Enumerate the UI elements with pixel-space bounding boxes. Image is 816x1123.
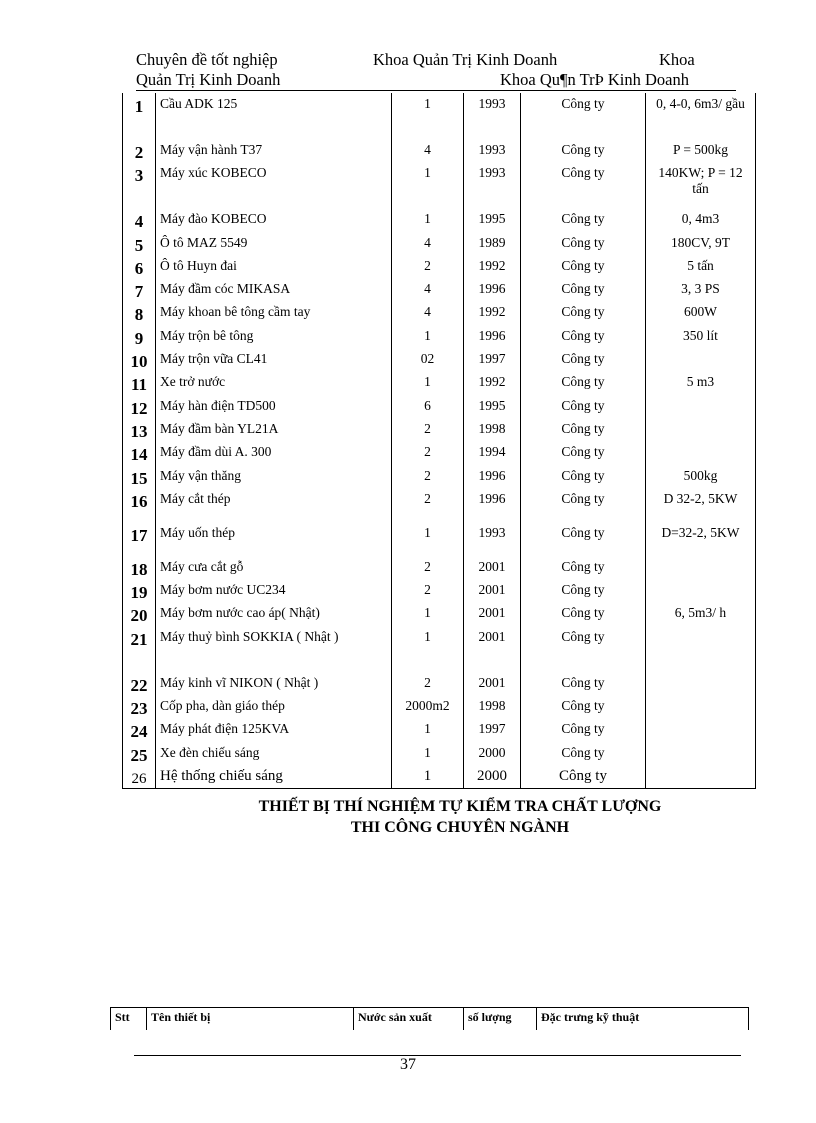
row-spec: 3, 3 PS xyxy=(646,278,756,301)
table-row xyxy=(123,742,756,765)
row-qty: 2 xyxy=(392,579,464,602)
row-year: 1998 xyxy=(464,418,521,441)
row-stt: 15 xyxy=(123,465,156,488)
row-name: Máy cắt thép xyxy=(156,488,392,522)
row-stt: 18 xyxy=(123,556,156,579)
row-name: Máy khoan bê tông cầm tay xyxy=(156,301,392,324)
row-spec: 180CV, 9T xyxy=(646,232,756,255)
table-row xyxy=(123,418,756,441)
row-year: 1996 xyxy=(464,465,521,488)
page-number: 37 xyxy=(400,1056,416,1073)
row-owner: Công ty xyxy=(521,718,646,741)
row-qty: 2 xyxy=(392,441,464,464)
row-stt: 17 xyxy=(123,522,156,556)
table-row xyxy=(123,522,756,556)
row-year: 1996 xyxy=(464,325,521,348)
col-stt: Stt xyxy=(111,1008,147,1031)
row-name: Ô tô MAZ 5549 xyxy=(156,232,392,255)
table-row xyxy=(123,162,756,208)
row-stt: 19 xyxy=(123,579,156,602)
row-year: 1992 xyxy=(464,255,521,278)
row-owner: Công ty xyxy=(521,208,646,231)
row-qty: 2 xyxy=(392,465,464,488)
equipment-table xyxy=(122,93,756,789)
page-header xyxy=(136,50,736,91)
table-row xyxy=(123,556,756,579)
row-spec xyxy=(646,441,756,464)
row-stt: 20 xyxy=(123,602,156,625)
row-qty: 1 xyxy=(392,522,464,556)
row-owner: Công ty xyxy=(521,325,646,348)
row-qty: 2 xyxy=(392,255,464,278)
row-stt: 25 xyxy=(123,742,156,765)
row-spec xyxy=(646,765,756,788)
table-row xyxy=(123,488,756,522)
row-owner: Công ty xyxy=(521,93,646,139)
row-name: Xe đèn chiếu sáng xyxy=(156,742,392,765)
row-name: Máy bơm nước cao áp( Nhật) xyxy=(156,602,392,625)
row-year: 1992 xyxy=(464,371,521,394)
section-title-line2: THI CÔNG CHUYÊN NGÀNH xyxy=(350,819,570,836)
table-row xyxy=(123,93,756,139)
row-stt: 22 xyxy=(123,672,156,695)
row-spec: 0, 4m3 xyxy=(646,208,756,231)
row-stt: 11 xyxy=(123,371,156,394)
row-owner: Công ty xyxy=(521,695,646,718)
row-name: Cầu ADK 125 xyxy=(156,93,392,139)
row-name: Máy trộn vữa CL41 xyxy=(156,348,392,371)
row-year: 1996 xyxy=(464,488,521,522)
row-owner: Công ty xyxy=(521,742,646,765)
table-row xyxy=(123,441,756,464)
row-year: 1993 xyxy=(464,522,521,556)
row-qty: 2 xyxy=(392,672,464,695)
table-row xyxy=(123,301,756,324)
row-stt: 14 xyxy=(123,441,156,464)
section-title-line1: THIẾT BỊ THÍ NGHIỆM TỰ KIỂM TRA CHẤT LƯỢNG xyxy=(258,798,662,815)
table-row xyxy=(123,765,756,788)
table-row xyxy=(123,255,756,278)
table-row xyxy=(123,465,756,488)
row-owner: Công ty xyxy=(521,579,646,602)
row-year: 1997 xyxy=(464,718,521,741)
header-faculty-right: Khoa xyxy=(659,50,695,69)
row-year: 2001 xyxy=(464,602,521,625)
row-qty: 1 xyxy=(392,208,464,231)
table-row xyxy=(123,579,756,602)
row-qty: 1 xyxy=(392,626,464,672)
row-year: 1989 xyxy=(464,232,521,255)
table-row xyxy=(123,325,756,348)
row-year: 2001 xyxy=(464,579,521,602)
row-spec: 500kg xyxy=(646,465,756,488)
row-year: 2001 xyxy=(464,626,521,672)
row-qty: 1 xyxy=(392,742,464,765)
row-stt: 5 xyxy=(123,232,156,255)
row-owner: Công ty xyxy=(521,395,646,418)
row-spec: 6, 5m3/ h xyxy=(646,602,756,625)
row-stt: 4 xyxy=(123,208,156,231)
row-stt: 9 xyxy=(123,325,156,348)
row-qty: 1 xyxy=(392,718,464,741)
row-name: Máy đầm dùi A. 300 xyxy=(156,441,392,464)
row-qty: 2 xyxy=(392,418,464,441)
row-qty: 2 xyxy=(392,556,464,579)
row-spec xyxy=(646,718,756,741)
table-row xyxy=(123,695,756,718)
row-owner: Công ty xyxy=(521,488,646,522)
row-qty: 1 xyxy=(392,325,464,348)
row-spec: D 32-2, 5KW xyxy=(646,488,756,522)
row-spec: 5 m3 xyxy=(646,371,756,394)
row-owner: Công ty xyxy=(521,765,646,788)
row-spec xyxy=(646,695,756,718)
col-qty: số lượng xyxy=(464,1008,537,1031)
row-owner: Công ty xyxy=(521,139,646,162)
row-name: Cốp pha, dàn giáo thép xyxy=(156,695,392,718)
row-name: Hệ thống chiếu sáng xyxy=(156,765,392,788)
row-name: Máy uốn thép xyxy=(156,522,392,556)
row-year: 1998 xyxy=(464,695,521,718)
row-spec xyxy=(646,348,756,371)
test-equipment-table-header xyxy=(110,1007,749,1030)
row-name: Máy đầm cóc MIKASA xyxy=(156,278,392,301)
row-spec xyxy=(646,742,756,765)
row-stt: 7 xyxy=(123,278,156,301)
row-qty: 4 xyxy=(392,301,464,324)
row-stt: 16 xyxy=(123,488,156,522)
row-name: Máy thuỷ bình SOKKIA ( Nhật ) xyxy=(156,626,392,672)
row-year: 1993 xyxy=(464,93,521,139)
row-qty: 1 xyxy=(392,602,464,625)
row-stt: 12 xyxy=(123,395,156,418)
table-row xyxy=(123,348,756,371)
row-qty: 2000m2 xyxy=(392,695,464,718)
row-stt: 8 xyxy=(123,301,156,324)
row-stt: 3 xyxy=(123,162,156,208)
row-spec: 140KW; P = 12 tấn xyxy=(646,162,756,208)
row-year: 2001 xyxy=(464,556,521,579)
row-stt: 2 xyxy=(123,139,156,162)
row-owner: Công ty xyxy=(521,301,646,324)
row-year: 1997 xyxy=(464,348,521,371)
row-owner: Công ty xyxy=(521,418,646,441)
row-qty: 1 xyxy=(392,765,464,788)
row-stt: 21 xyxy=(123,626,156,672)
row-year: 1993 xyxy=(464,162,521,208)
row-stt: 23 xyxy=(123,695,156,718)
row-qty: 4 xyxy=(392,139,464,162)
row-year: 2001 xyxy=(464,672,521,695)
row-year: 2000 xyxy=(464,765,521,788)
row-owner: Công ty xyxy=(521,232,646,255)
row-name: Máy đào KOBECO xyxy=(156,208,392,231)
row-name: Máy phát điện 125KVA xyxy=(156,718,392,741)
row-owner: Công ty xyxy=(521,602,646,625)
header-faculty-garbled: Khoa Qu¶n TrÞ Kinh Doanh xyxy=(500,70,689,89)
row-qty: 1 xyxy=(392,371,464,394)
row-name: Xe trở nước xyxy=(156,371,392,394)
row-name: Máy vận thăng xyxy=(156,465,392,488)
row-spec: 600W xyxy=(646,301,756,324)
row-spec xyxy=(646,672,756,695)
table-row xyxy=(123,371,756,394)
row-qty: 4 xyxy=(392,278,464,301)
row-spec xyxy=(646,626,756,672)
row-year: 1994 xyxy=(464,441,521,464)
row-owner: Công ty xyxy=(521,672,646,695)
table-row xyxy=(123,232,756,255)
row-owner: Công ty xyxy=(521,278,646,301)
row-owner: Công ty xyxy=(521,162,646,208)
row-year: 1992 xyxy=(464,301,521,324)
row-spec xyxy=(646,395,756,418)
row-stt: 13 xyxy=(123,418,156,441)
row-spec: 5 tấn xyxy=(646,255,756,278)
row-owner: Công ty xyxy=(521,441,646,464)
table-row xyxy=(123,718,756,741)
table-row xyxy=(123,602,756,625)
row-name: Máy đầm bàn YL21A xyxy=(156,418,392,441)
col-spec: Đặc trưng kỹ thuật xyxy=(537,1008,749,1031)
row-owner: Công ty xyxy=(521,348,646,371)
row-stt: 26 xyxy=(123,765,156,788)
row-year: 1995 xyxy=(464,395,521,418)
header-faculty: Khoa Quản Trị Kinh Doanh xyxy=(373,50,558,69)
row-qty: 4 xyxy=(392,232,464,255)
row-year: 2000 xyxy=(464,742,521,765)
row-name: Máy cưa cắt gỗ xyxy=(156,556,392,579)
col-origin: Nước sản xuất xyxy=(354,1008,464,1031)
row-qty: 6 xyxy=(392,395,464,418)
row-name: Ô tô Huyn đai xyxy=(156,255,392,278)
row-owner: Công ty xyxy=(521,371,646,394)
row-name: Máy bơm nước UC234 xyxy=(156,579,392,602)
row-spec: 350 lít xyxy=(646,325,756,348)
row-spec: P = 500kg xyxy=(646,139,756,162)
row-stt: 10 xyxy=(123,348,156,371)
row-qty: 2 xyxy=(392,488,464,522)
table-row xyxy=(123,395,756,418)
row-owner: Công ty xyxy=(521,522,646,556)
row-qty: 1 xyxy=(392,93,464,139)
row-stt: 1 xyxy=(123,93,156,139)
row-stt: 24 xyxy=(123,718,156,741)
row-name: Máy xúc KOBECO xyxy=(156,162,392,208)
table-row xyxy=(123,139,756,162)
row-name: Máy hàn điện TD500 xyxy=(156,395,392,418)
table-row xyxy=(123,208,756,231)
row-year: 1995 xyxy=(464,208,521,231)
row-spec: 0, 4-0, 6m3/ gầu xyxy=(646,93,756,139)
row-spec xyxy=(646,579,756,602)
header-faculty-cont: Quản Trị Kinh Doanh xyxy=(136,70,281,89)
row-owner: Công ty xyxy=(521,255,646,278)
row-owner: Công ty xyxy=(521,556,646,579)
table-row xyxy=(123,278,756,301)
row-owner: Công ty xyxy=(521,465,646,488)
row-qty: 1 xyxy=(392,162,464,208)
row-spec: D=32-2, 5KW xyxy=(646,522,756,556)
row-name: Máy trộn bê tông xyxy=(156,325,392,348)
table-row xyxy=(123,672,756,695)
row-year: 1993 xyxy=(464,139,521,162)
row-name: Máy kinh vĩ NIKON ( Nhật ) xyxy=(156,672,392,695)
row-qty: 02 xyxy=(392,348,464,371)
row-name: Máy vận hành T37 xyxy=(156,139,392,162)
header-doc-title: Chuyên đề tốt nghiệp xyxy=(136,50,278,69)
row-stt: 6 xyxy=(123,255,156,278)
row-spec xyxy=(646,556,756,579)
row-owner: Công ty xyxy=(521,626,646,672)
table-row xyxy=(123,626,756,672)
row-year: 1996 xyxy=(464,278,521,301)
row-spec xyxy=(646,418,756,441)
col-name: Tên thiết bị xyxy=(147,1008,354,1031)
